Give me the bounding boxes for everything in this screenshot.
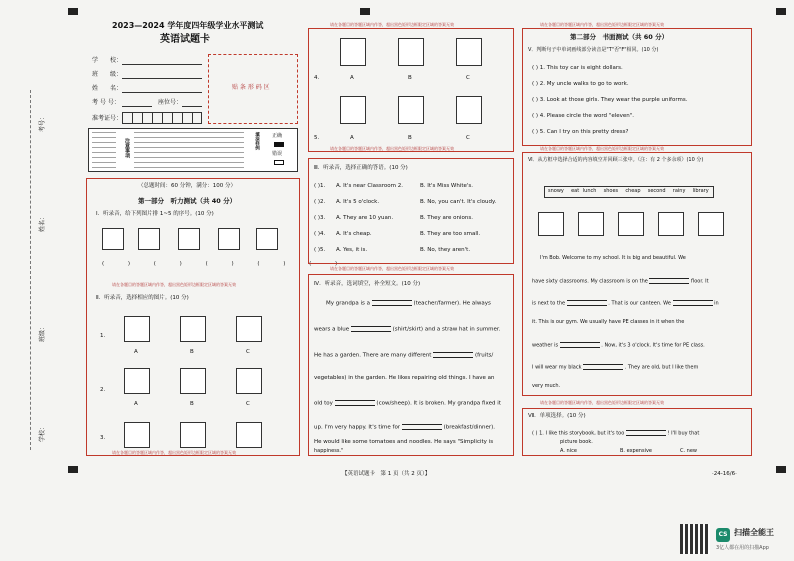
answer-5-num: ( )5. (314, 247, 326, 253)
wrong-fill-example (274, 160, 284, 165)
area-warning: 请在各题目的答题区域内作答，超出黑色矩形边框限定区域的答案无效 (540, 22, 664, 27)
answer-3-a: A. They are 10 yuan. (336, 215, 394, 221)
word-box-list: snowy eat lunch shoes cheap second rainy library (548, 188, 709, 194)
passage-line-1: My grandpa is a (teacher/farmer). He always (326, 300, 491, 307)
fill-line-5: weather is . Now, it's 3 o'clock. It's time for PE class. (532, 342, 705, 349)
passage-line-2: wears a blue (shirt/skirt) and a straw hat in summer. (314, 326, 501, 333)
q-number: 2. (100, 387, 106, 393)
field-seat: 座位号： (158, 99, 183, 106)
answer-5-b: B. No, they aren't. (420, 247, 471, 253)
judge-2: ( ) 2. My uncle walks to go to work. (532, 81, 629, 87)
page-subtitle: 英语试题卡 (160, 34, 210, 45)
area-warning: 请在各题目的答题区域内作答，超出黑色矩形边框限定区域的答案无效 (330, 266, 454, 271)
answer-blank[interactable] (626, 430, 666, 436)
option-c: C (466, 75, 470, 81)
school-input-line[interactable] (122, 64, 202, 65)
binding-hole (776, 466, 786, 473)
section-3-title: Ⅲ．听录音，选择正确的答语。(10 分) (314, 165, 408, 171)
picture-bookshelf-icon (578, 212, 604, 236)
passage-line-6: up. I'm very happy. It's time for (breakfast/dinner). (314, 424, 496, 431)
name-input-line[interactable] (122, 92, 202, 93)
area-warning: 请在各题目的答题区域内作答，超出黑色矩形边框限定区域的答案无效 (330, 22, 454, 27)
wrong-label: 错误 (272, 151, 283, 157)
section-6-title: Ⅵ．从方框中选择合适的内容填空并回顾三张中。（注：有 2 个多余项）(10 分) (528, 157, 704, 163)
part2-title: 第二部分 书面测试（共 60 分） (570, 33, 669, 41)
footer-page-label: 【英语试题卡 第 1 页（共 2 页）】 (342, 471, 431, 477)
answer-blank[interactable] (351, 326, 391, 332)
option-a: A (350, 75, 354, 81)
section-2-title: Ⅱ．听录音，选择相应的图片。(10 分) (96, 295, 189, 301)
picture-lunch-icon (618, 212, 644, 236)
answer-blank[interactable] (402, 424, 442, 430)
q-number: 3. (100, 435, 106, 441)
section-4-title: Ⅳ．听录音，选词填空，补全短文。(10 分) (314, 281, 421, 287)
binding-hole (68, 466, 78, 473)
answer-1-b: B. It's Miss White's. (420, 183, 474, 189)
passage-line-3: He has a garden. There are many different (fruits/ (314, 352, 494, 359)
picture-clock-icon (124, 422, 150, 448)
option-c: C (246, 349, 250, 355)
area-warning: 请在各题目的答题区域内作答，超出黑色矩形边框限定区域的答案无效 (112, 450, 236, 455)
answer-4-num: ( )4. (314, 231, 326, 237)
judge-5: ( ) 5. Can I try on this pretty dress? (532, 129, 629, 135)
barcode-zone-label: 贴 条 形 码 区 (232, 84, 270, 91)
mc-question-1: ( ) 1. I like this storybook, but it's too ! I'll buy that (532, 430, 700, 437)
fill-line-1: I'm Bob. Welcome to my school. It is big and beautiful. We (540, 255, 686, 261)
picture-jacket-icon (236, 316, 262, 342)
area-warning: 请在各题目的答题区域内作答，超出黑色矩形边框限定区域的答案无效 (540, 400, 664, 405)
answer-1-num: ( )1. (314, 183, 326, 189)
judge-4: ( ) 4. Please circle the word "eleven". (532, 113, 635, 119)
binding-margin (30, 90, 32, 450)
ticket-number-boxes[interactable] (122, 112, 202, 124)
correct-fill-example (274, 142, 284, 147)
answer-2-a: A. It's 5 o'clock. (336, 199, 380, 205)
part1-title: 第一部分 听力测试（共 40 分） (138, 197, 237, 205)
judge-1: ( ) 1. This toy car is eight dollars. (532, 65, 623, 71)
answer-blank[interactable] (649, 278, 689, 284)
notice-text-right (134, 132, 244, 168)
field-school: 学 校： (92, 57, 123, 64)
picture-food-icon (138, 228, 160, 250)
option-a: A (134, 401, 138, 407)
exam-room-input-line[interactable] (122, 106, 152, 107)
picture-kid-icon (456, 96, 482, 124)
option-b: B (190, 401, 194, 407)
mc-question-1-cont: picture book. (560, 439, 593, 445)
area-warning: 请在各题目的答题区域内作答，超出黑色矩形边框限定区域的答案无效 (112, 282, 236, 287)
area-warning: 请在各题目的答题区域内作答，超出黑色矩形边框限定区域的答案无效 (330, 146, 454, 151)
answer-5-a: A. Yes, it is. (336, 247, 368, 253)
correct-label: 正确 (272, 133, 283, 139)
option-b: B (408, 75, 412, 81)
class-input-line[interactable] (122, 78, 202, 79)
binding-hole (776, 8, 786, 15)
notice-title: 注意事项 (124, 138, 130, 158)
side-label-exam-no: 考号： (39, 113, 47, 133)
judge-3: ( ) 3. Look at those girls. They wear the purple uniforms. (532, 97, 688, 103)
picture-clock-icon (180, 422, 206, 448)
passage-line-5: old toy (cow/sheep). It is broken. My grandpa fixed it (314, 400, 501, 407)
option-b: B (408, 135, 412, 141)
option-b: B (190, 349, 194, 355)
qr-code (680, 524, 710, 554)
answer-blank[interactable] (335, 400, 375, 406)
answer-blank[interactable] (560, 342, 600, 348)
picture-snow-icon (180, 368, 206, 394)
fill-line-7: very much. (532, 383, 561, 389)
scanner-app-name: 扫描全能王 (734, 528, 774, 537)
field-ticket: 准考证号： (92, 115, 123, 122)
picture-shoes-icon (698, 212, 724, 236)
picture-dancer-icon (398, 38, 424, 66)
fill-line-3: is next to the . That is our canteen. We in (532, 300, 719, 307)
picture-rain-cloud-icon (658, 212, 684, 236)
seat-input-line[interactable] (182, 106, 202, 107)
mc-option-a: A. nice (560, 448, 577, 454)
picture-kids-icon (102, 228, 124, 250)
side-label-class: 班级： (39, 323, 47, 343)
q-number: 1. (100, 333, 106, 339)
mc-option-b: B. expensive (620, 448, 653, 454)
option-a: A (350, 135, 354, 141)
answer-blank[interactable] (583, 364, 623, 370)
picture-clock-icon (236, 422, 262, 448)
picture-skater-icon (340, 96, 366, 124)
notice-text-left (92, 132, 116, 168)
picture-classroom-sign-icon (538, 212, 564, 236)
binding-hole (68, 8, 78, 15)
answer-4-a: A. It's cheap. (336, 231, 372, 237)
scanner-tagline: 3亿人都在用的扫描App (716, 545, 769, 551)
exam-info: （总题时间：60 分钟，满分：100 分） (138, 183, 236, 189)
area-warning: 请在各题目的答题区域内作答，超出黑色矩形边框限定区域的答案无效 (540, 146, 664, 151)
passage-line-8: happiness." (314, 448, 344, 454)
picture-sun-icon (124, 368, 150, 394)
picture-tree-icon (124, 316, 150, 342)
answer-blank[interactable] (673, 300, 713, 306)
fill-line-6: I will wear my black . They are old, but I like them (532, 364, 699, 371)
section-5-title: Ⅴ．判断句子中单词画线部分读音是"T"否"F"相同。(10 分) (528, 47, 659, 53)
field-name: 姓 名： (92, 85, 123, 92)
picture-library-icon (178, 228, 200, 250)
picture-farm-icon (218, 228, 240, 250)
mc-option-c: C. new (680, 448, 698, 454)
field-exam-room: 考 号 号： (92, 99, 120, 106)
picture-price-tag-icon (180, 316, 206, 342)
fill-line-2: have sixty classrooms. My classroom is on the floor. It (532, 278, 709, 285)
footer-code: ·24-16/6· (712, 471, 737, 477)
fill-example-label: 填涂样例 (254, 132, 260, 150)
option-a: A (134, 349, 138, 355)
scanner-logo: CS (716, 528, 730, 542)
passage-line-4: vegetables) in the garden. He likes repairing old things. I have an (314, 375, 495, 381)
order-brackets: ( ) ( ) ( ) ( ) ( ) (102, 261, 338, 267)
answer-blank[interactable] (433, 352, 473, 358)
picture-boy-icon (340, 38, 366, 66)
answer-3-b: B. They are onions. (420, 215, 473, 221)
picture-girl-icon (456, 38, 482, 66)
passage-line-7: He would like some tomatoes and noodles. He says "Simplicity is (314, 439, 494, 445)
section-1-title: Ⅰ．听录音，给下列图片排 1~5 的序号。(10 分) (96, 211, 214, 217)
answer-2-b: B. No, you can't. It's cloudy. (420, 199, 497, 205)
option-c: C (466, 135, 470, 141)
side-label-name: 姓名： (39, 213, 47, 233)
fill-line-4: it. This is our gym. We usually have PE classes in it when the (532, 319, 685, 325)
picture-horse-icon (398, 96, 424, 124)
field-class: 班 级： (92, 71, 123, 78)
answer-blank[interactable] (567, 300, 607, 306)
page-title: 2023—2024 学年度四年级学业水平测试 (112, 21, 264, 30)
q-number: 4. (314, 75, 320, 81)
answer-blank[interactable] (372, 300, 412, 306)
answer-3-num: ( )3. (314, 215, 326, 221)
binding-hole (360, 8, 370, 15)
q-number: 5. (314, 135, 320, 141)
picture-wind-icon (236, 368, 262, 394)
answer-4-b: B. They are too small. (420, 231, 481, 237)
picture-stairs-icon (256, 228, 278, 250)
section-7-title: Ⅶ．单项选择。(10 分) (528, 413, 586, 419)
answer-2-num: ( )2. (314, 199, 326, 205)
side-label-school: 学校： (39, 423, 47, 443)
option-c: C (246, 401, 250, 407)
answer-1-a: A. It's near Classroom 2. (336, 183, 404, 189)
